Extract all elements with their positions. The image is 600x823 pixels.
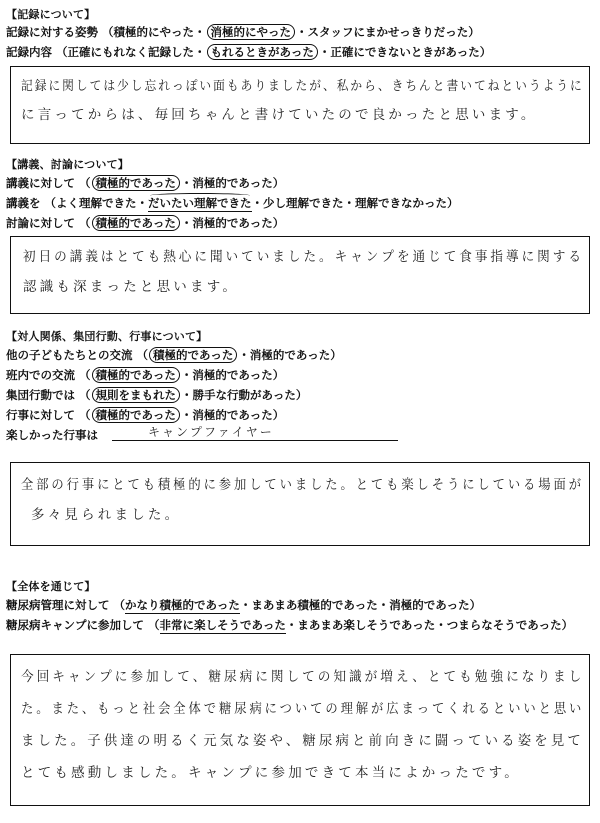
lecture-understanding-open: （よく理解できた・ [44,196,149,210]
records-attitude-label: 記録に対する姿勢 [6,25,98,39]
lectures-comment-line-2: 認識も深まったと思います。 [23,279,240,295]
group-behavior-selected: 規則をまもれた [92,387,181,403]
camp-participation-selected: 非常に楽しそうであった [159,618,286,632]
favorite-event-answer: キャンプファイヤー [148,425,274,439]
events-attitude-label: 行事に対して [6,408,75,422]
lectures-comment-line-1: 初日の講義はとても熱心に聞いていました。キャンプを通じて食事指導に関する [23,249,584,265]
overall-comment-line-1: 今回キャンプに参加して、糖尿病に関しての知識が増え、とても勉強になりまし [21,669,585,685]
lecture-attitude-selected: 積極的であった [92,175,180,191]
events-attitude-rest: ・消極的であった） [180,408,285,422]
records-comment-line-1: 記録に関しては少し忘れっぽい面もありましたが、私から、きちんと書いてねというように [21,79,584,94]
lectures-comment-box [10,236,590,314]
records-attitude-row [6,24,480,40]
children-interaction-selected: 積極的であった [149,347,237,363]
relations-comment-box [10,462,590,546]
camp-participation-row [6,617,573,633]
discussion-attitude-rest: ・消極的であった） [180,216,285,230]
records-content-row [6,44,491,60]
relations-comment-line-1: 全部の行事にとても積極的に参加していました。とても楽しそうにしている場面が [21,477,584,493]
group-behavior-rest: ・勝手な行動があった） [181,388,308,402]
records-content-rest: ・正確にできないときがあった） [318,45,492,59]
discussion-attitude-open: （ [79,216,91,230]
relations-comment-line-2: 多々見られました。 [31,507,182,523]
overall-comment-box [10,654,590,806]
records-attitude-open: （積極的にやった・ [102,25,206,39]
discussion-attitude-row [6,215,284,231]
diabetes-management-label: 糖尿病管理に対して [6,598,110,612]
records-content-selected: もれるときがあった [207,44,318,60]
lecture-attitude-row [6,175,284,191]
records-attitude-selected: 消極的にやった [207,24,296,40]
camp-participation-open: （ [148,618,160,632]
lecture-attitude-rest: ・消極的であった） [180,176,285,190]
section-title-records: 【記録について】 [6,8,96,21]
section-title-lectures: 【講義、討論について】 [6,158,129,171]
children-interaction-label: 他の子どもたちとの交流 [6,348,133,362]
lecture-understanding-selected: だいたい理解できた [148,196,252,210]
diabetes-management-selected: かなり積極的であった [125,598,240,612]
overall-comment-line-3: ました。子供達の明るく元気な姿や、糖尿病と前向きに闘っている姿を見て [21,733,584,749]
records-content-open: （正確にもれなく記録した・ [56,45,206,59]
records-content-label: 記録内容 [6,45,52,59]
children-interaction-rest: ・消極的であった） [238,348,342,362]
children-interaction-open: （ [136,348,149,362]
diabetes-management-open: （ [113,598,126,612]
discussion-attitude-selected: 積極的であった [92,215,180,231]
discussion-attitude-label: 討論に対して [6,216,75,230]
group-interaction-label: 班内での交流 [6,368,75,382]
group-interaction-selected: 積極的であった [92,367,180,383]
records-comment-line-2: に言ってからは、毎回ちゃんと書けていたので良かったと思います。 [21,107,538,123]
lecture-understanding-rest: ・少し理解できた・理解できなかった） [251,196,459,210]
group-behavior-open: （ [79,388,91,402]
diabetes-management-row [6,597,481,613]
lecture-attitude-open: （ [79,176,91,190]
records-attitude-rest: ・スタッフにまかせっきりだった） [296,25,480,39]
children-interaction-row [6,347,342,363]
lecture-understanding-label: 講義を [6,196,41,210]
lecture-understanding-row [6,195,459,211]
group-interaction-open: （ [79,368,91,382]
favorite-event-label: 楽しかった行事は [6,428,98,442]
camp-participation-label: 糖尿病キャンプに参加して [6,618,144,632]
group-interaction-row [6,367,284,383]
group-behavior-label: 集団行動では [6,388,75,402]
lecture-attitude-label: 講義に対して [6,176,75,190]
overall-comment-line-2: た。また、もっと社会全体で糖尿病についての理解が広まってくれるといいと思い [21,701,585,717]
events-attitude-open: （ [79,408,91,422]
group-behavior-row [6,387,307,403]
section-title-relations: 【対人関係、集団行動、行事について】 [6,330,208,343]
camp-participation-rest: ・まあまあ楽しそうであった・つまらなそうであった） [285,618,574,632]
events-attitude-row [6,407,284,423]
section-title-overall: 【全体を通じて】 [6,580,96,593]
group-interaction-rest: ・消極的であった） [180,368,285,382]
records-comment-box [10,66,590,144]
diabetes-management-rest: ・まあまあ積極的であった・消極的であった） [239,598,482,612]
favorite-event-underline [112,440,398,441]
overall-comment-line-4: とても感動しました。キャンプに参加できて本当によかったです。 [21,765,521,781]
events-attitude-selected: 積極的であった [92,407,180,423]
